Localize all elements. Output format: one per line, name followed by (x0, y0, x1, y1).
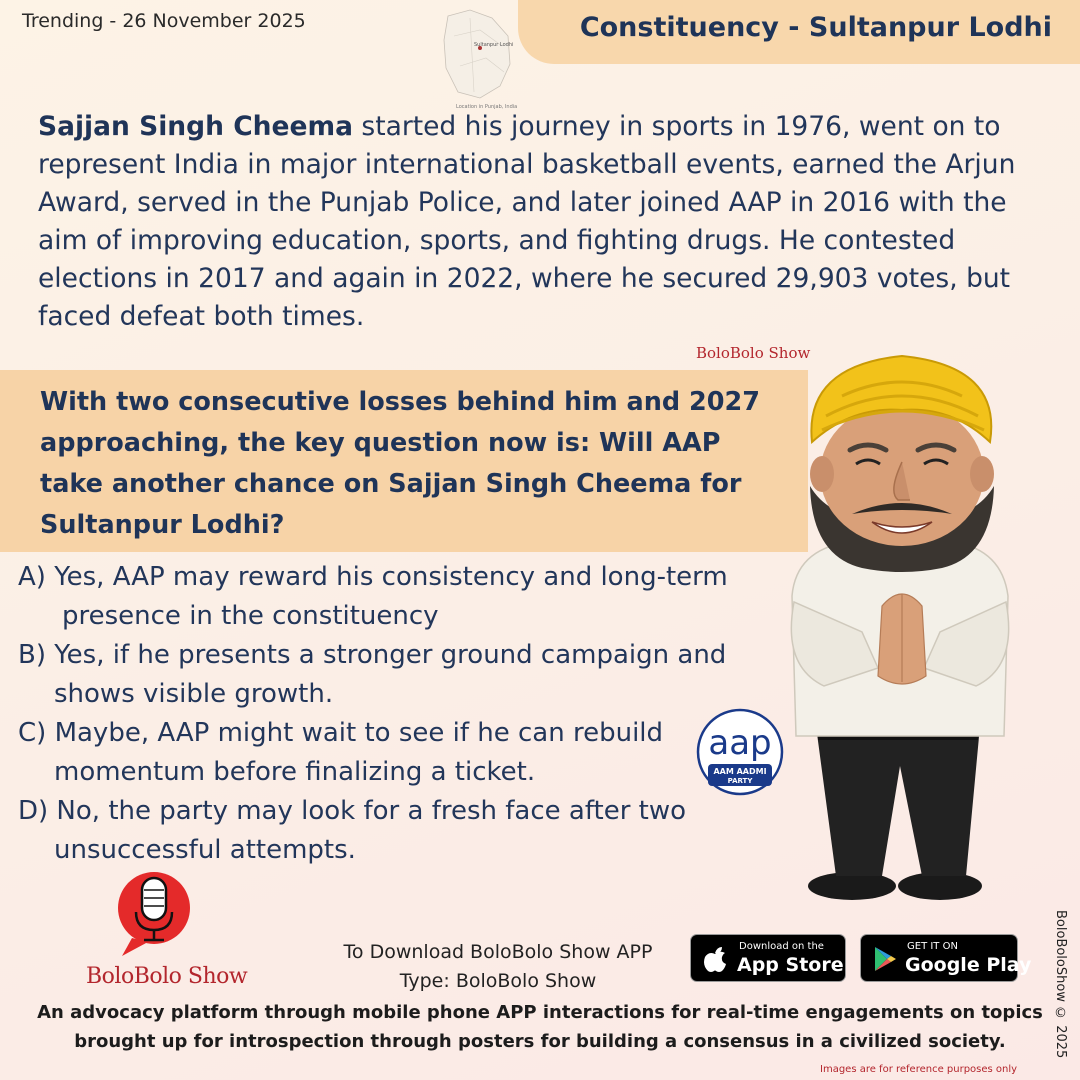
option-d-line1: D) No, the party may look for a fresh face after two (18, 796, 687, 826)
map-caption: Location in Punjab, India (456, 104, 518, 110)
option-a-line1: A) Yes, AAP may reward his consistency and long-term (18, 562, 728, 592)
trending-date: Trending - 26 November 2025 (22, 10, 306, 32)
google-play-button[interactable] (860, 934, 1032, 982)
intro-paragraph (38, 108, 1038, 336)
app-store-big-text: App Store (737, 954, 844, 976)
google-play-icon (873, 946, 897, 972)
download-line1: To Download BoloBolo Show APP (343, 941, 653, 963)
map-outline-icon (440, 6, 516, 102)
map-label: Sultanpur Lodhi (474, 42, 514, 48)
copyright-notice: BoloBoloShow © 2025 (1053, 910, 1068, 1059)
option-c[interactable] (18, 714, 778, 792)
app-store-button[interactable] (690, 934, 846, 982)
google-play-big-text: Google Play (905, 954, 1032, 976)
google-play-small-text: GET IT ON (907, 941, 958, 952)
aap-logo-line2: PARTY (727, 777, 753, 785)
candidate-caricature (752, 346, 1072, 912)
watermark-brand: BoloBolo Show (696, 344, 811, 362)
app-store-small-text: Download on the (739, 941, 824, 952)
candidate-name: Sajjan Singh Cheema (38, 111, 353, 142)
question-text: With two consecutive losses behind him and 2027 approaching, the key question now is: Will AAP take another chance on Sajjan Singh Cheema for Sultanpur Lodhi? (40, 387, 760, 540)
option-b[interactable] (18, 636, 778, 714)
footer-description: An advocacy platform through mobile phone APP interactions for real-time engagements on topics brought up for introspection through posters for building a consensus in a civilized society. (37, 1002, 1043, 1052)
aap-logo-word: aap (708, 723, 772, 763)
brand-name: BoloBolo Show (86, 964, 248, 989)
podcast-mic-icon (112, 868, 196, 960)
download-line2: Type: BoloBolo Show (399, 970, 597, 992)
download-instructions (332, 938, 664, 996)
aap-logo-line1: AAM AADMI (713, 767, 767, 776)
question-band (0, 370, 808, 552)
options-list (18, 558, 778, 870)
option-c-line1: C) Maybe, AAP might wait to see if he can rebuild (18, 718, 664, 748)
option-a[interactable] (18, 558, 778, 636)
punjab-map (440, 6, 516, 110)
option-b-line1: B) Yes, if he presents a stronger ground campaign and (18, 640, 727, 670)
image-disclaimer: Images are for reference purposes only (820, 1064, 1018, 1075)
option-d-line2: unsuccessful attempts. (54, 835, 356, 865)
constituency-banner (518, 0, 1080, 64)
option-d[interactable] (18, 792, 778, 870)
apple-icon (703, 945, 727, 973)
constituency-title: Constituency - Sultanpur Lodhi (579, 12, 1052, 43)
option-b-line2: shows visible growth. (54, 679, 334, 709)
intro-text: started his journey in sports in 1976, went on to represent India in major international basketball events, earned the Arjun Award, served in the Punjab Police, and later joined AAP in 2016 with the aim of improving education, sports, and fighting drugs. He contested elections in 2017 and again in 2022, where he secured 29,903 votes, but faced defeat both times. (38, 111, 1016, 332)
option-a-line2: presence in the constituency (62, 601, 439, 631)
option-c-line2: momentum before finalizing a ticket. (54, 757, 536, 787)
